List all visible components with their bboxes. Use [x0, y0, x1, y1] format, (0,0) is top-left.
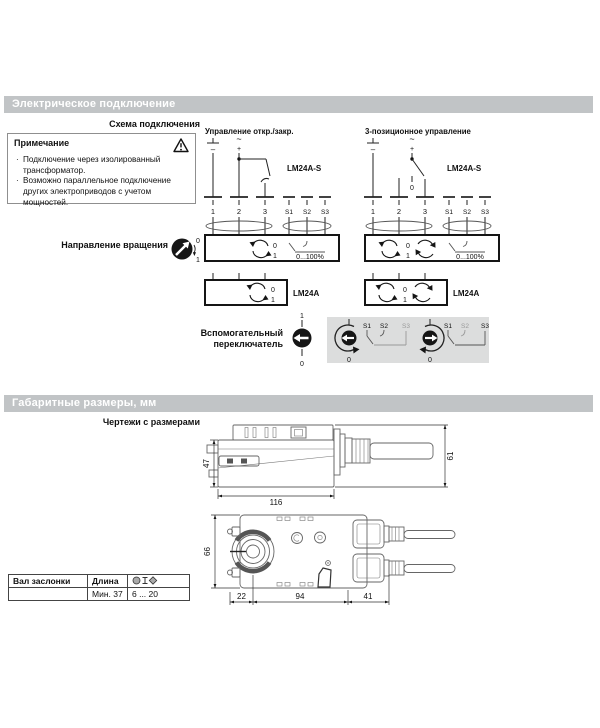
table-header-row — [9, 575, 190, 588]
table-cell-size: 6 ... 20 — [128, 588, 190, 601]
dim-22: 22 — [237, 592, 246, 601]
wiring-diagram-three-point — [363, 125, 515, 307]
terminal-label: 3 — [262, 207, 268, 216]
rotation-1: 1 — [273, 253, 277, 260]
drawings-label: Чертежи с размерами — [102, 417, 200, 427]
table-row — [9, 588, 190, 601]
aux-pos-0: 0 — [347, 357, 351, 364]
terminal-label: 2 — [396, 207, 402, 216]
device-label: LM24A-S — [447, 164, 482, 173]
terminal-label: 2 — [236, 207, 242, 216]
diagram-title: 3-позиционное управление — [365, 127, 471, 136]
table-header-shaft: Вал заслонки — [9, 575, 88, 588]
shaft-table — [8, 574, 190, 601]
terminal-label: S2 — [303, 209, 311, 216]
dim-116: 116 — [269, 498, 283, 507]
dim-94: 94 — [295, 592, 305, 601]
plus-symbol: + — [236, 146, 242, 153]
device-label: LM24A-S — [287, 164, 322, 173]
dim-61: 61 — [446, 451, 455, 461]
note-box — [7, 133, 196, 207]
terminal-label: S1 — [444, 323, 452, 330]
table-cell-length: Мин. 37 — [88, 588, 128, 601]
ac-symbol: ~ — [236, 134, 242, 144]
rotation-0: 0 — [403, 287, 407, 294]
range-label: 0...100% — [456, 254, 484, 261]
aux-switch-label — [143, 328, 283, 351]
terminal-label: 1 — [370, 207, 376, 216]
terminal-label: 3 — [422, 207, 428, 216]
diagram-title: Управление откр./закр. — [205, 127, 294, 136]
terminal-label: S2 — [463, 209, 471, 216]
table-header-shaft-size — [128, 575, 190, 588]
terminal-label: S3 — [481, 323, 489, 330]
aux-switch-label-line2: переключатель — [213, 339, 283, 350]
section-header-electrical: Электрическое подключение — [4, 96, 593, 113]
knob-pos-0: 0 — [196, 238, 200, 245]
terminal-label: S2 — [461, 323, 469, 330]
terminal-label: S1 — [363, 323, 371, 330]
rotation-1: 1 — [271, 297, 275, 304]
minus-symbol: – — [370, 145, 376, 154]
rotation-0: 0 — [406, 243, 410, 250]
terminal-label: 1 — [210, 207, 216, 216]
terminal-label: S3 — [321, 209, 329, 216]
aux-switch-knob-icon — [284, 310, 320, 368]
aux-pos-1: 1 — [300, 313, 304, 320]
aux-switch-positions-panel — [327, 317, 489, 363]
section-header-dimensions: Габаритные размеры, мм — [4, 395, 593, 412]
terminal-label: S3 — [402, 323, 410, 330]
table-header-length: Длина — [88, 575, 128, 588]
terminal-label: S2 — [380, 323, 388, 330]
rotation-knob-icon — [170, 233, 204, 265]
wiring-diagram-open-close — [203, 125, 355, 307]
rotation-direction-label: Направление вращения — [61, 240, 168, 250]
rotation-0: 0 — [273, 243, 277, 250]
aux-pos-0: 0 — [428, 357, 432, 364]
minus-symbol: – — [210, 145, 216, 154]
dim-47: 47 — [202, 459, 211, 468]
range-label: 0...100% — [296, 254, 324, 261]
warning-icon — [173, 138, 189, 153]
dimension-drawing-top-view — [202, 423, 455, 507]
rotation-1: 1 — [406, 253, 410, 260]
terminal-label: S1 — [445, 209, 453, 216]
plus-symbol: + — [409, 146, 415, 153]
note-item: · Возможно параллельное подключение других электроприводов с учетом мощностей. — [16, 176, 183, 208]
aux-switch-label-line1: Вспомогательный — [200, 328, 283, 338]
dim-41: 41 — [363, 592, 373, 601]
note-list — [16, 155, 189, 208]
ac-symbol: ~ — [409, 134, 415, 144]
note-item: · Подключение через изолированный трансформатор. — [16, 155, 183, 176]
rotation-0: 0 — [271, 287, 275, 294]
table-cell-empty — [9, 588, 88, 601]
device-label: LM24A — [293, 289, 320, 298]
note-title: Примечание — [14, 138, 70, 148]
shaft-size-icon — [132, 576, 158, 585]
rotation-1: 1 — [403, 297, 407, 304]
schema-label: Схема подключения — [109, 119, 200, 129]
terminal-label: S3 — [481, 209, 489, 216]
neutral-0: 0 — [410, 185, 414, 192]
dimension-drawing-front-view — [205, 508, 460, 612]
aux-pos-0: 0 — [300, 361, 304, 368]
dim-66: 66 — [203, 547, 212, 556]
device-label: LM24A — [453, 289, 480, 298]
knob-pos-1: 1 — [196, 257, 200, 264]
terminal-label: S1 — [285, 209, 293, 216]
